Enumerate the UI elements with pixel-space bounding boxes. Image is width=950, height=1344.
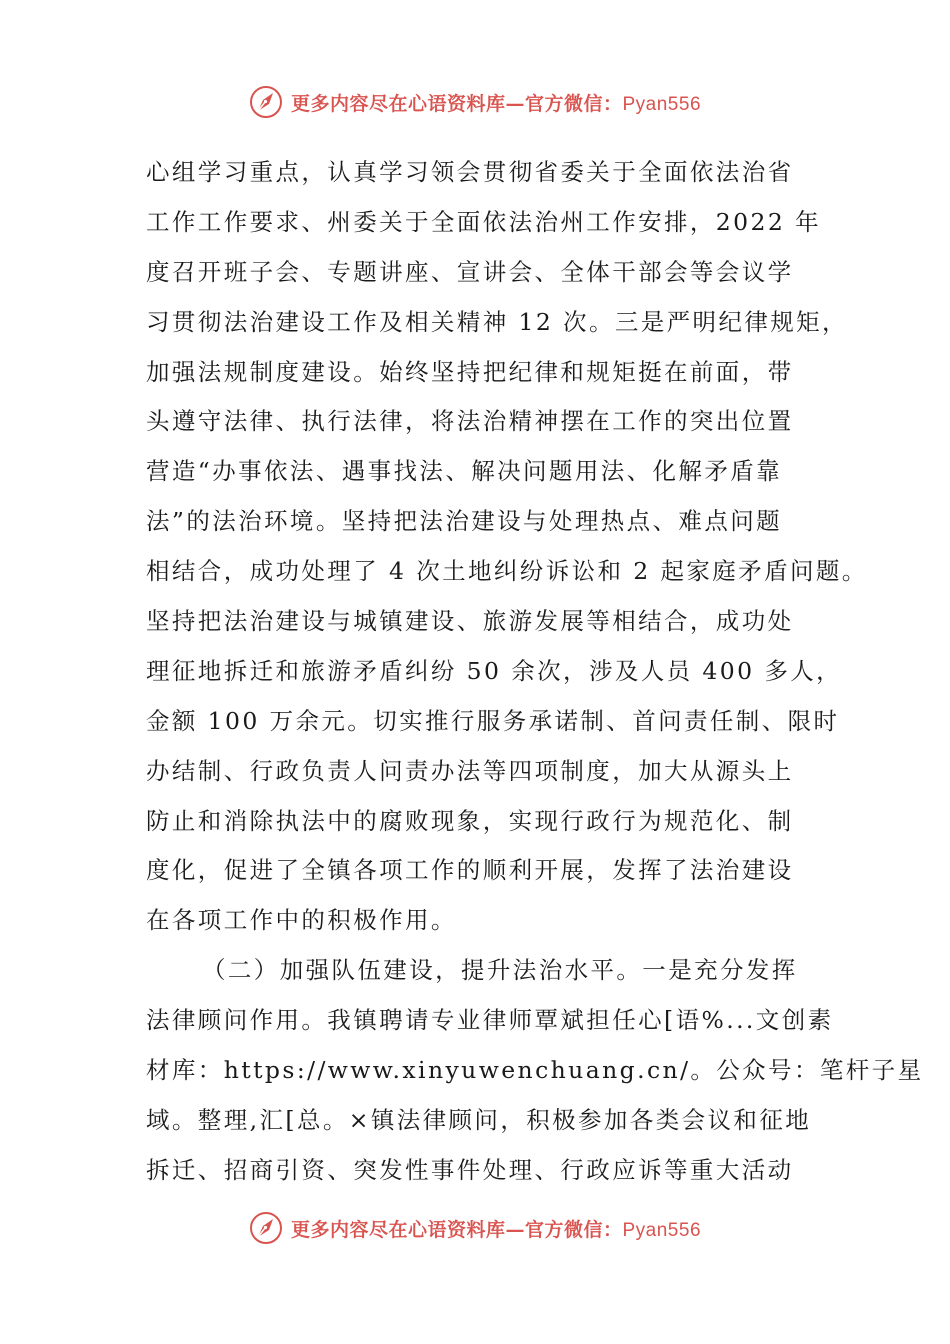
body-line: 头遵守法律、执行法律，将法治精神摆在工作的突出位置 (146, 407, 794, 436)
body-line: 理征地拆迁和旅游矛盾纠纷 50 余次，涉及人员 400 多人， (146, 656, 843, 685)
body-line: 域。整理,汇[总。×镇法律顾问，积极参加各类会议和征地 (146, 1105, 812, 1134)
body-line: 办结制、行政负责人问责办法等四项制度，加大从源头上 (146, 756, 794, 785)
pen-nib-logo-icon (249, 1211, 283, 1245)
body-line: 加强法规制度建设。始终坚持把纪律和规矩挺在前面，带 (146, 357, 794, 386)
banner-text (291, 89, 701, 116)
banner-title: 更多内容尽在心语资料库—官方微信： (290, 92, 623, 115)
body-line: 防止和消除执法中的腐败现象，实现行政行为规范化、制 (146, 806, 794, 835)
body-line: 法”的法治环境。坚持把法治建设与处理热点、难点问题 (146, 507, 783, 536)
body-line: 金额 100 万余元。切实推行服务承诺制、首问责任制、限时 (146, 706, 840, 735)
body-line: 心组学习重点，认真学习领会贯彻省委关于全面依法治省 (146, 158, 794, 186)
body-line: 材库：https://www.xinyuwenchuang.cn/。公众号：笔杆子星 (146, 1056, 924, 1085)
banner-contact: Pyan556 (622, 1219, 702, 1241)
body-line: 度召开班子会、专题讲座、宣讲会、全体干部会等会议学 (146, 257, 794, 286)
body-line: 法律顾问作用。我镇聘请专业律师覃斌担任心[语%...文创素 (146, 1006, 834, 1035)
footer-watermark-banner (0, 1208, 950, 1248)
body-line: 工作工作要求、州委关于全面依法治州工作安排，2022 年 (146, 207, 821, 236)
pen-nib-logo-icon (249, 85, 283, 119)
header-watermark-banner (0, 82, 950, 122)
body-line: 相结合，成功处理了 4 次土地纠纷诉讼和 2 起家庭矛盾问题。 (146, 557, 868, 586)
body-line: 习贯彻法治建设工作及相关精神 12 次。三是严明纪律规矩， (146, 307, 848, 336)
body-line: 在各项工作中的积极作用。 (146, 906, 457, 935)
body-line: 坚持把法治建设与城镇建设、旅游发展等相结合，成功处 (146, 607, 794, 636)
document-body (146, 148, 924, 1196)
banner-contact: Pyan556 (622, 93, 702, 115)
body-line: 营造“办事依法、遇事找法、解决问题用法、化解矛盾靠 (146, 457, 783, 486)
banner-title: 更多内容尽在心语资料库—官方微信： (290, 1218, 623, 1241)
body-line: 拆迁、招商引资、突发性事件处理、行政应诉等重大活动 (146, 1155, 794, 1184)
body-line: 度化，促进了全镇各项工作的顺利开展，发挥了法治建设 (146, 856, 794, 885)
section-heading-line: （二）加强队伍建设，提升法治水平。一是充分发挥 (202, 956, 798, 985)
banner-text (291, 1215, 701, 1242)
